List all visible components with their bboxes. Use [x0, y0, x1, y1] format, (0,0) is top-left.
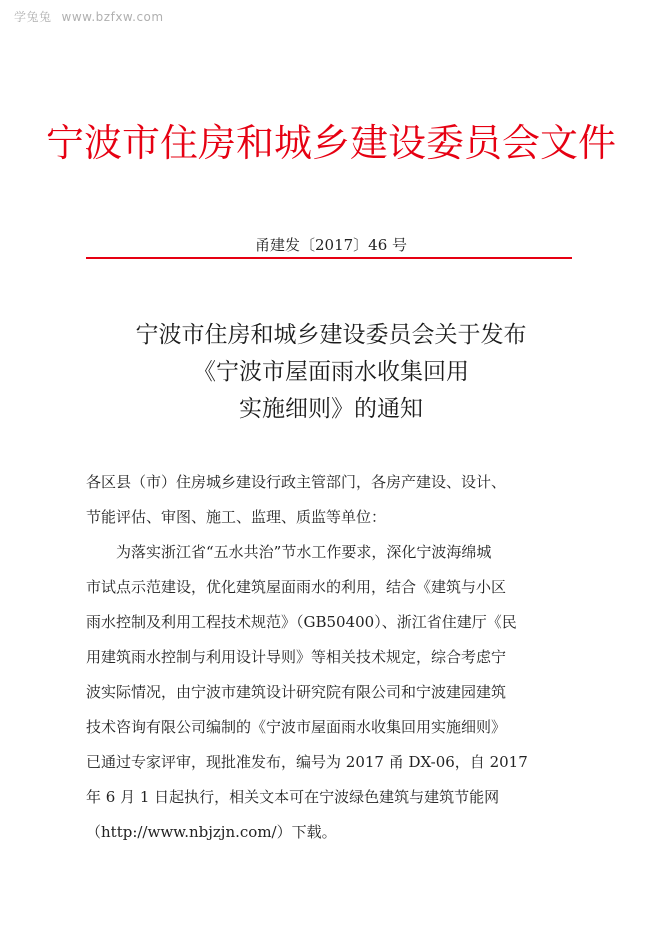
addressee-line: 节能评估、审图、施工、监理、质监等单位：	[86, 508, 387, 526]
title-line: 宁波市住房和城乡建设委员会关于发布	[135, 322, 527, 348]
title-line: 《宁波市屋面雨水收集回用	[193, 359, 469, 385]
notice-title	[0, 317, 662, 428]
paragraph-line: （http://www.nbjzjn.com/）下载。	[86, 823, 337, 841]
paragraph-line: 用建筑雨水控制与利用设计导则》等相关技术规定，综合考虑宁	[86, 648, 507, 666]
paragraph-line: 已通过专家评审，现批准发布，编号为 2017 甬 DX-06，自 2017	[86, 753, 528, 771]
paragraph-line: 雨水控制及利用工程技术规范》（GB50400）、浙江省住建厅《民	[86, 613, 517, 631]
issuer-title: 宁波市住房和城乡建设委员会文件	[45, 121, 616, 165]
paragraph-line: 技术咨询有限公司编制的《宁波市屋面雨水收集回用实施细则》	[86, 718, 507, 736]
document-number: 甬建发〔2017〕46 号	[254, 236, 408, 254]
paragraph-line: 年 6 月 1 日起执行，相关文本可在宁波绿色建筑与建筑节能网	[86, 788, 500, 806]
addressee-line: 各区县（市）住房城乡建设行政主管部门，各房产建设、设计、	[86, 473, 507, 491]
watermark	[14, 8, 164, 25]
watermark-site-name: 学兔兔	[14, 10, 52, 24]
red-divider-line	[86, 257, 572, 259]
paragraph-line: 波实际情况，由宁波市建筑设计研究院有限公司和宁波建园建筑	[86, 683, 507, 701]
paragraph-line: 市试点示范建设，优化建筑屋面雨水的利用，结合《建筑与小区	[86, 578, 507, 596]
notice-body	[86, 465, 586, 850]
watermark-site-url: www.bzfxw.com	[61, 10, 164, 24]
paragraph-line: 为落实浙江省“五水共治”节水工作要求，深化宁波海绵城	[116, 543, 492, 561]
title-line: 实施细则》的通知	[239, 396, 423, 422]
